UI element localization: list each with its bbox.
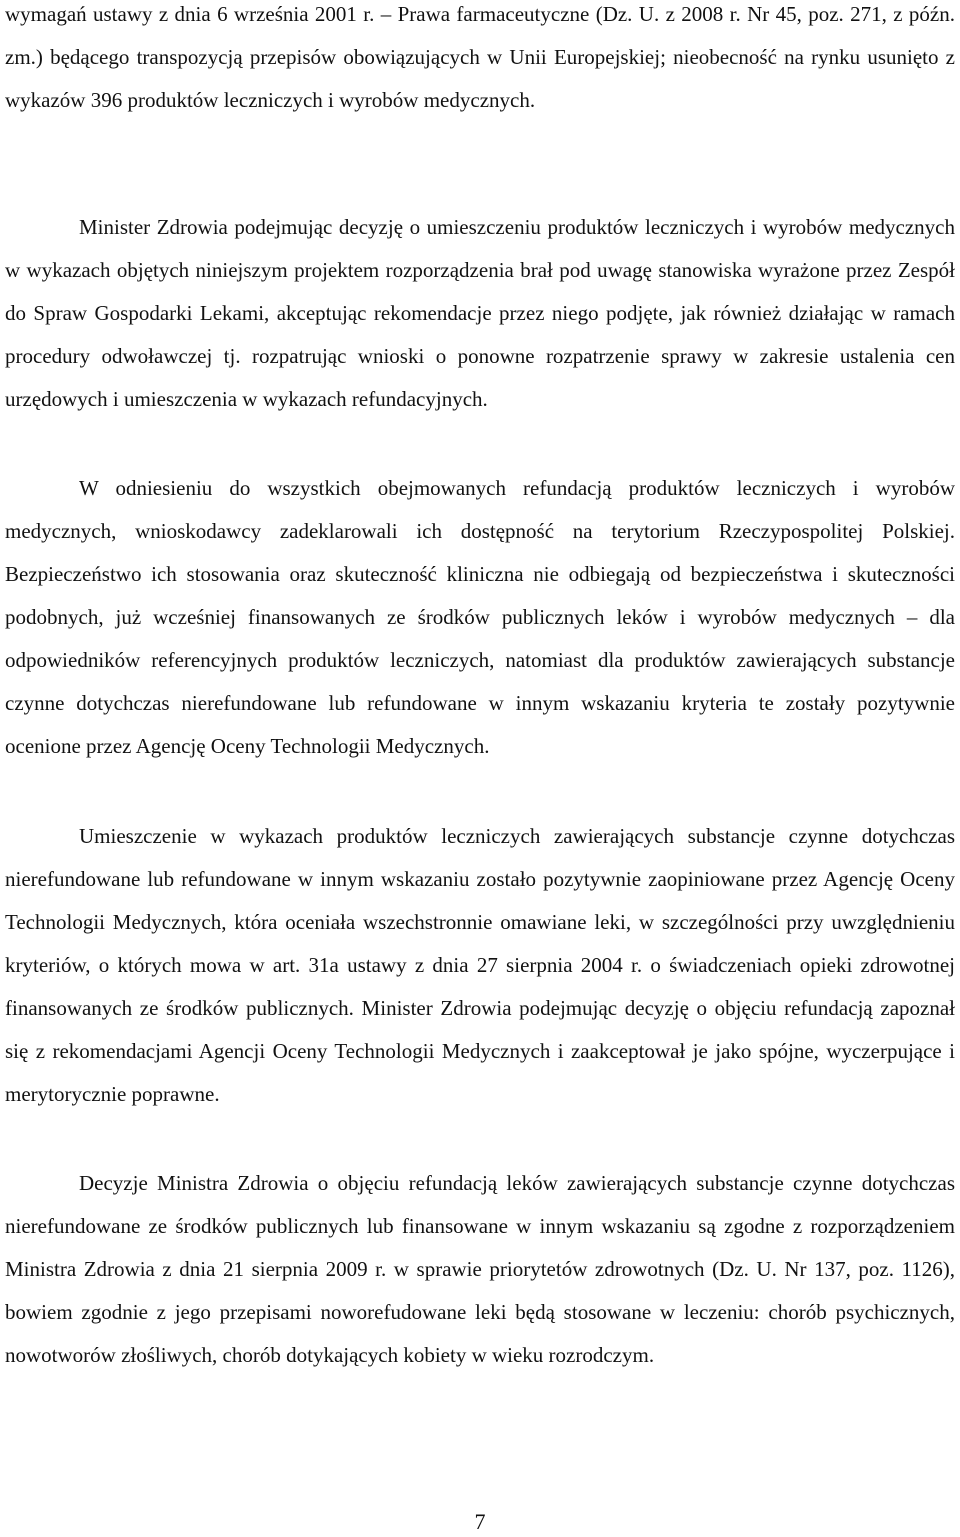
paragraph-availability-safety: W odniesieniu do wszystkich obejmowanych refundacją produktów leczniczych i wyrobów medycznych, wnioskodawcy zadeklarowali ich dostępność na terytorium Rzeczypospolitej Polskiej. Bezpieczeństwo ich stosowania oraz skuteczność kliniczna nie odbiegają od bezpieczeństwa i skuteczności podobnych, już wcześniej finansowanych ze środków publicznych leków i wyrobów medycznych – dla odpowiedników referencyjnych produktów leczniczych, natomiast dla produktów zawierających substancje czynne dotychczas nierefundowane lub refundowane w innym wskazaniu kryteria te zostały pozytywnie ocenione przez Agencję Oceny Technologii Medycznych.	[5, 476, 955, 758]
paragraph-agency-opinion: Umieszczenie w wykazach produktów leczniczych zawierających substancje czynne dotychczas nierefundowane lub refundowane w innym wskazaniu zostało pozytywnie zaopiniowane przez Agencję Oceny Technologii Medycznych, która oceniała wszechstronnie omawiane leki, w szczególności przy uwzględnieniu kryteriów, o których mowa w art. 31a ustawy z dnia 27 sierpnia 2004 r. o świadczeniach opieki zdrowotnej finansowanych ze środków publicznych. Minister Zdrowia podejmując decyzję o objęciu refundacją zapoznał się z rekomendacjami Agencji Oceny Technologii Medycznych i zaakceptował je jako spójne, wyczerpujące i merytorycznie poprawne.	[5, 824, 955, 1106]
page-number: 7	[474, 1509, 486, 1534]
paragraph-continuation: wymagań ustawy z dnia 6 września 2001 r. – Prawa farmaceutyczne (Dz. U. z 2008 r. Nr 45, poz. 271, z późn. zm.) będącego transpozycją przepisów obowiązujących w Unii Europejskiej; nieobecność na rynku usunięto z wykazów 396 produktów leczniczych i wyrobów medycznych.	[5, 2, 955, 112]
paragraph-minister-decision: Minister Zdrowia podejmując decyzję o umieszczeniu produktów leczniczych i wyrobów medycznych w wykazach objętych niniejszym projektem rozporządzenia brał pod uwagę stanowiska wyrażone przez Zespół do Spraw Gospodarki Lekami, akceptując rekomendacje przez niego podjęte, jak również działając w ramach procedury odwoławczej tj. rozpatrując wnioski o ponowne rozpatrzenie sprawy w zakresie ustalenia cen urzędowych i umieszczenia w wykazach refundacyjnych.	[5, 215, 955, 411]
paragraph-health-priorities: Decyzje Ministra Zdrowia o objęciu refundacją leków zawierających substancje czynne dotychczas nierefundowane ze środków publicznych lub finansowane w innym wskazaniu są zgodne z rozporządzeniem Ministra Zdrowia z dnia 21 sierpnia 2009 r. w sprawie priorytetów zdrowotnych (Dz. U. Nr 137, poz. 1126), bowiem zgodnie z jego przepisami noworefudowane leki będą stosowane w leczeniu: chorób psychicznych, nowotworów złośliwych, chorób dotykających kobiety w wieku rozrodczym.	[5, 1171, 955, 1367]
